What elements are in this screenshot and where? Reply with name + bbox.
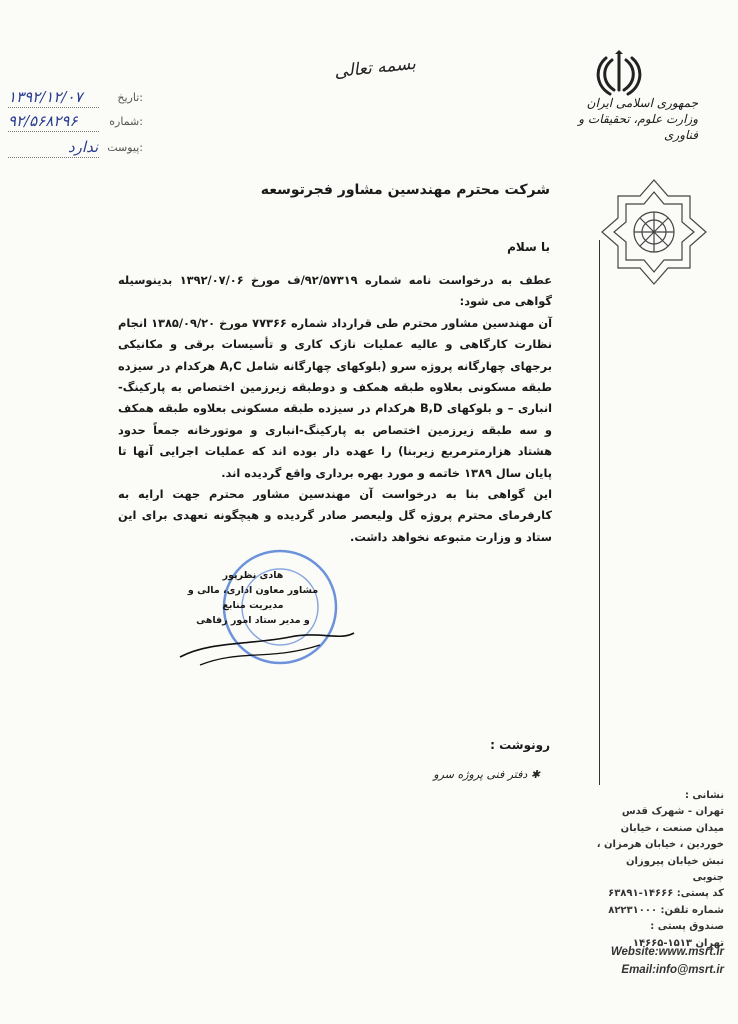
date-row: [8, 88, 143, 108]
paragraph-main: آن مهندسین مشاور محترم طی قرارداد شماره ۷۷۳۶۶ مورخ ۱۳۸۵/۰۹/۲۰ انجام نظارت کارگاهی و عالیه عملیات نازک کاری و تأسیسات برقی و مکانیکی برجهای چهارگانه پروژه سرو (بلوکهای چهارگانه شامل A,C هرکدام در سیزده طبقه مسکونی بعلاوه طبقه همکف و دوطبقه زیرزمین اختصاص به پارکینگ-انباری – و بلوکهای B,D هرکدام در سیزده طبقه مسکونی بعلاوه طبقه همکف و سه طبقه زیرزمین اختصاص به پارکینگ-انباری و موتورخانه جمعاً حدود هشتاد هزارمترمربع زیربنا) را عهده دار بوده اند که عملیات اجرایی آنها تا پایان سال ۱۳۸۹ خاتمه و مورد بهره برداری واقع گردیده اند.: [118, 315, 553, 480]
email-link[interactable]: Email:info@msrt.ir: [621, 964, 724, 976]
recipient-line: شرکت محترم مهندسین مشاور فجرتوسعه: [260, 182, 550, 198]
cc-label: رونوشت :: [490, 738, 550, 752]
bismillah-heading: بسمه تعالی: [333, 53, 417, 83]
cc-item-text: دفتر فنی پروژه سرو: [433, 768, 528, 781]
po-box-label: صندوق پستی :: [650, 921, 724, 933]
signatory-name: هادی نظرپور: [222, 570, 284, 581]
margin-rule: [599, 240, 600, 785]
signatory-block: [178, 568, 328, 628]
address-line: نشانی :: [684, 790, 724, 801]
date-value: ۱۳۹۲/۱۲/۰۷: [8, 88, 83, 106]
attachment-value: ندارد: [68, 138, 99, 156]
letter-body: [118, 270, 552, 548]
number-row: [8, 112, 143, 132]
date-underline: [8, 107, 99, 108]
issuer-block: [560, 95, 698, 143]
attachment-underline: [8, 157, 99, 158]
ornament-decoration: [598, 176, 710, 288]
number-underline: [8, 131, 99, 132]
address-line: تهران - شهرک قدس: [621, 806, 724, 818]
signatory-title-2: و مدیر ستاد امور رفاهی: [196, 615, 310, 626]
attachment-label: پیوست:: [107, 141, 143, 154]
signatory-title-1: مشاور معاون اداری، مالی و مدیریت منابع: [187, 585, 319, 611]
date-label: تاریخ:: [117, 91, 143, 104]
website-link[interactable]: Website:www.msrt.ir: [610, 946, 724, 958]
contact-web: [592, 943, 724, 979]
address-line: خوردین ، خیابان هرمزان ،: [596, 839, 724, 851]
number-value: ۹۲/۵۶۸۲۹۶: [8, 112, 78, 130]
greeting: با سلام: [507, 240, 550, 254]
address-line: نبش خیابان پیروزان جنوبی: [625, 855, 724, 884]
attachment-row: [8, 138, 143, 158]
phone-number: شماره تلفن: ۸۲۲۳۱۰۰۰: [608, 904, 724, 916]
ministry-name: وزارت علوم، تحقیقات و فناوری: [578, 112, 698, 142]
iran-emblem-icon: [594, 50, 644, 96]
address-block: [592, 788, 724, 952]
paragraph-reference: عطف به درخواست نامه شماره ۹۲/۵۷۳۱۹/ف مورخ ۱۳۹۲/۰۷/۰۶ بدینوسیله گواهی می شود:: [118, 273, 552, 309]
cc-item: ✱ دفتر فنی پروژه سرو: [433, 768, 540, 781]
paragraph-closing: این گواهی بنا به درخواست آن مهندسین مشاور محترم جهت ارایه به کارفرمای محترم پروژه گل ولیعصر صادر گردیده و هیچگونه تعهدی برای این ستاد و وزارت متبوعه نخواهد داشت.: [118, 487, 552, 544]
postal-code: کد پستی: ۱۴۶۶۶-۶۳۸۹۱: [608, 888, 724, 900]
address-line: میدان صنعت ، خیابان: [620, 822, 724, 834]
number-label: شماره:: [109, 115, 143, 128]
republic-name: جمهوری اسلامی ایران: [586, 96, 698, 110]
po-box: تهران ۱۵۱۳-۱۴۶۶۵: [632, 937, 724, 949]
